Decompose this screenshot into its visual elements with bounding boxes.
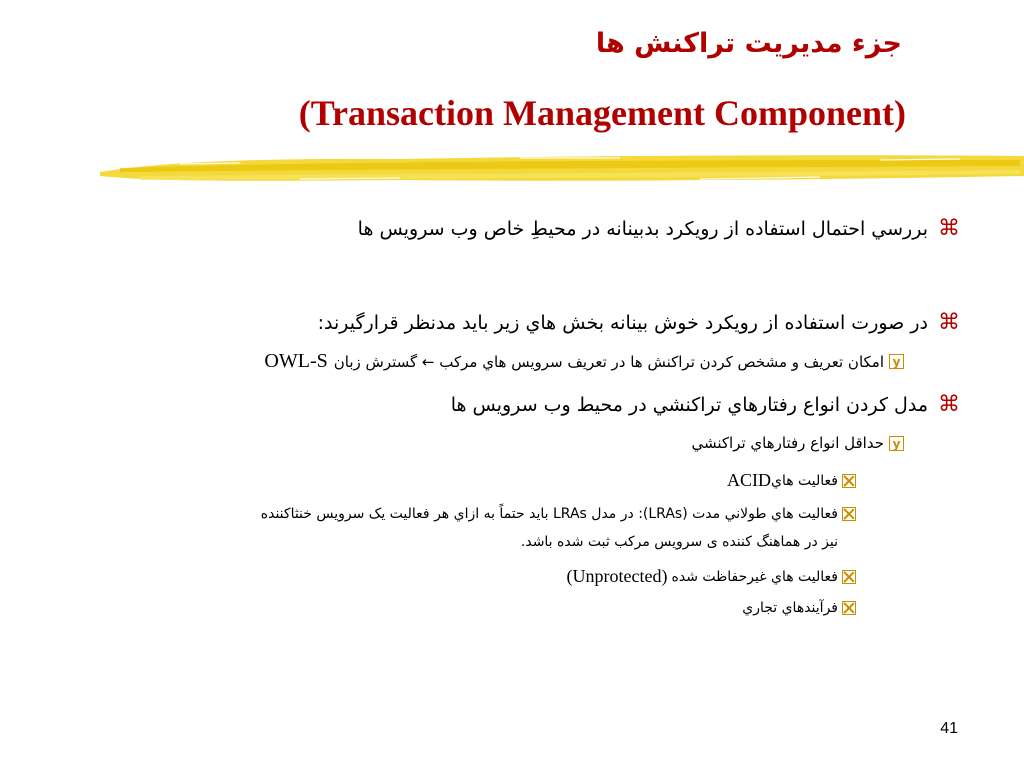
unprotected-term: (Unprotected) [566, 566, 668, 586]
sub-bullet-owl-s [264, 350, 904, 373]
bullet-text-1: بررسي احتمال استفاده از رويكرد بدبينانه در محيطِ خاص وب سرويس ها [357, 217, 928, 240]
item-lras-line1: فعاليت هاي طولاني مدت (LRAs): در مدل LRAs بايد حتماً به ازاي هر فعاليت يک سرويس خنثاکننده [260, 506, 838, 522]
item-unprotected [567, 566, 856, 587]
owl-s-term: OWL-S [264, 350, 328, 372]
page-number: 41 [940, 720, 958, 737]
bullet-item-2 [318, 310, 960, 335]
item-unprotected-text: فعاليت هاي غيرحفاظت شده [671, 568, 838, 585]
sub-bullet-owl-s-text: امكان تعريف و مشخص كردن تراكنش ها در تعريف سرويس هاي مركب ← گسترش زبان [333, 352, 884, 371]
sub-bullet-transaction-types [691, 434, 904, 452]
bullet-item-1 [358, 216, 960, 241]
checkbox-y-icon: y [889, 436, 904, 451]
acid-term: ACID [726, 470, 771, 490]
checkbox-x-icon [842, 570, 856, 584]
command-key-icon: ⌘ [938, 216, 960, 241]
item-lras [261, 506, 856, 522]
bullet-text-3: مدل كردن انواع رفتارهاي تراكنشي در محيط وب سرويس ها [450, 393, 928, 416]
item-business-processes [742, 600, 856, 616]
item-acid [727, 470, 856, 491]
item-lras-line2: نيز در هماهنگ کننده ی سرويس مرکب ثبت شده باشد. [520, 534, 838, 550]
bullet-text-2: در صورت استفاده از رويكرد خوش بينانه بخش هاي زير بايد مدنظر قرارگيرند: [317, 311, 928, 334]
command-key-icon: ⌘ [938, 310, 960, 335]
bullet-item-3 [451, 392, 960, 417]
checkbox-x-icon [842, 601, 856, 615]
checkbox-x-icon [842, 474, 856, 488]
slide-title-persian: جزء مديريت تراكنش ها [595, 28, 902, 59]
item-business-processes-text: فرآيندهاي تجاري [742, 600, 838, 616]
checkbox-y-icon: y [889, 354, 904, 369]
item-acid-text: فعاليت هاي [770, 472, 838, 489]
command-key-icon: ⌘ [938, 392, 960, 417]
item-lras-continued [521, 534, 838, 550]
sub-bullet-transaction-types-text: حداقل انواع رفتارهاي تراكنشي [691, 434, 884, 452]
slide-title-english: (Transaction Management Component) [298, 93, 906, 133]
checkbox-x-icon [842, 507, 856, 521]
yellow-brush-stroke-divider [100, 146, 1024, 188]
